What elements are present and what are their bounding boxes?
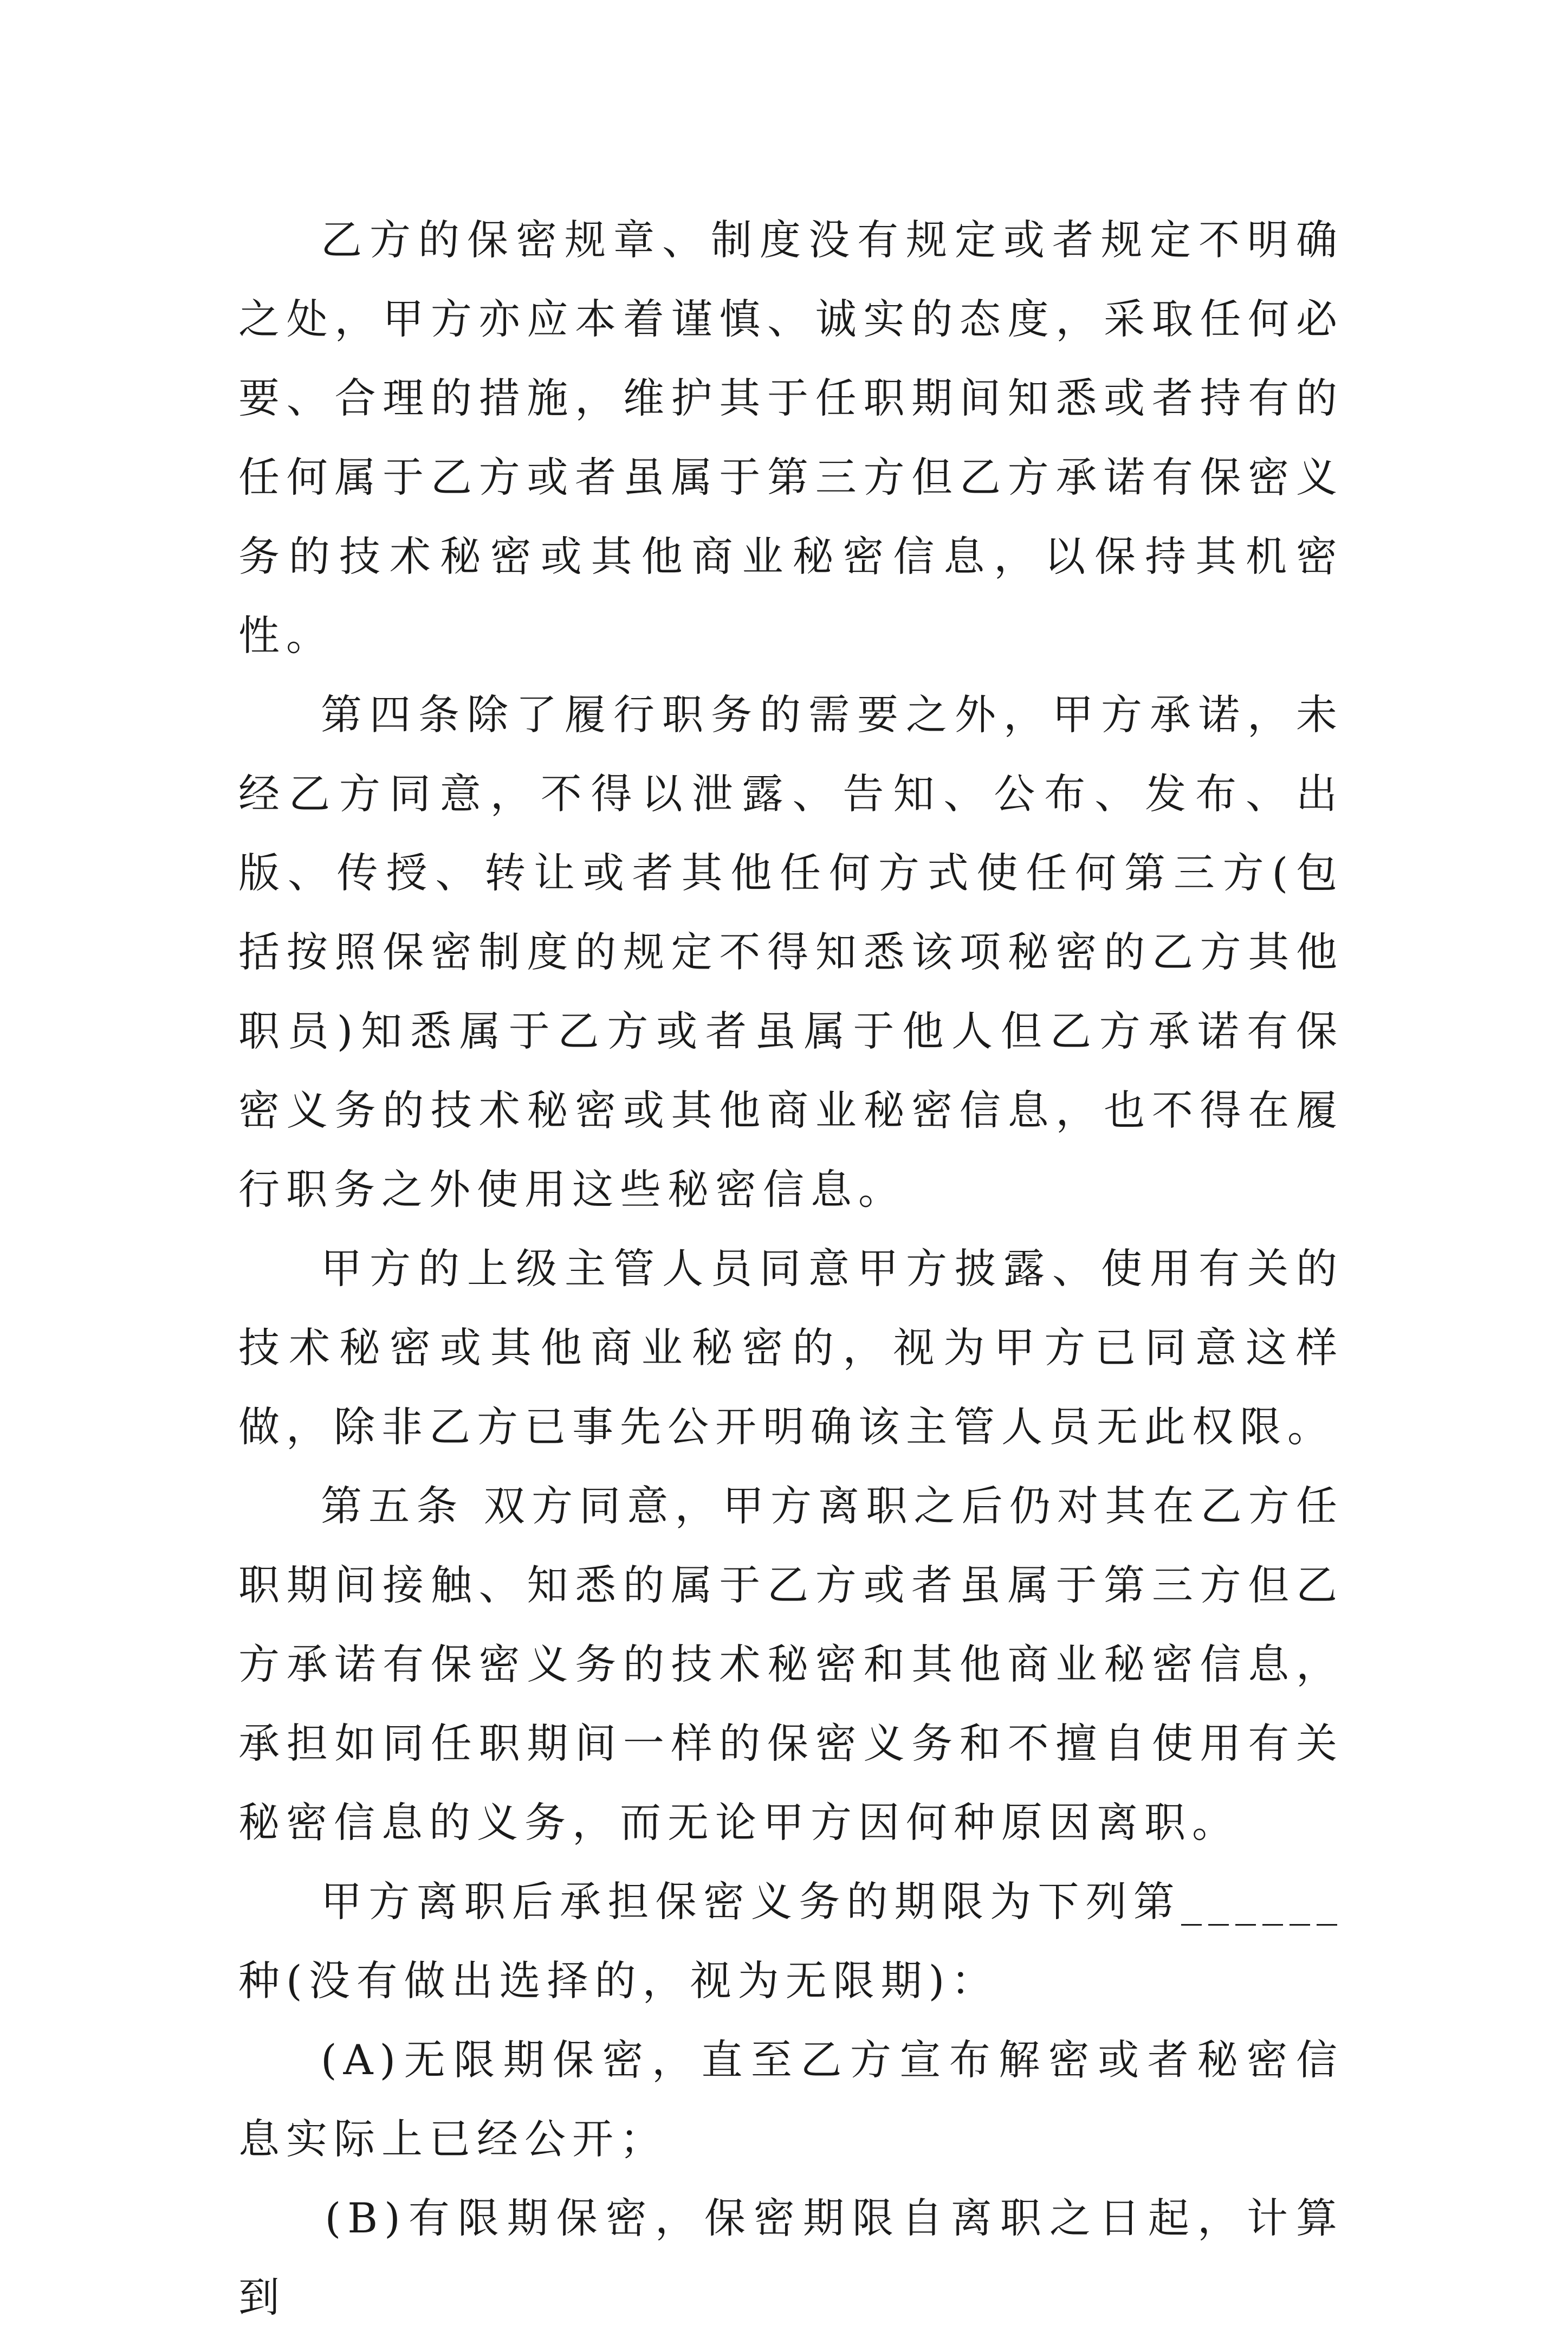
paragraph-article-5: 第五条 双方同意，甲方离职之后仍对其在乙方任职期间接触、知悉的属于乙方或者虽属于第三方但乙方承诺有保密义务的技术秘密和其他商业秘密信息，承担如同任职期间一样的保密义务和不擅自使用有关秘密信息的义务，而无论甲方因何种原因离职。: [238, 1482, 1344, 1847]
paragraph-option-a: (A)无限期保密，直至乙方宣布解密或者秘密信息实际上已经公开；: [238, 2036, 1344, 2163]
paragraph-post-departure-term: 甲方离职后承担保密义务的期限为下列第______种(没有做出选择的，视为无限期)：: [238, 1877, 1344, 2005]
paragraph-article-4: 第四条除了履行职务的需要之外，甲方承诺，未经乙方同意，不得以泄露、告知、公布、发布、出版、传授、转让或者其他任何方式使任何第三方(包括按照保密制度的规定不得知悉该项秘密的乙方其他职员)知悉属于乙方或者虽属于他人但乙方承诺有保密义务的技术秘密或其他商业秘密信息，也不得在履行职务之外使用这些秘密信息。: [238, 690, 1344, 1213]
document-body: [238, 201, 1344, 2337]
paragraph-supervisor-consent: 甲方的上级主管人员同意甲方披露、使用有关的技术秘密或其他商业秘密的，视为甲方已同意这样做，除非乙方已事先公开明确该主管人员无此权限。: [238, 1244, 1344, 1451]
paragraph-confidentiality-diligence: 乙方的保密规章、制度没有规定或者规定不明确之处，甲方亦应本着谨慎、诚实的态度，采取任何必要、合理的措施，维护其于任职期间知悉或者持有的任何属于乙方或者虽属于第三方但乙方承诺有保密义务的技术秘密或其他商业秘密信息，以保持其机密性。: [238, 216, 1344, 660]
paragraph-option-b: (B)有限期保密，保密期限自离职之日起，计算到: [238, 2194, 1344, 2321]
